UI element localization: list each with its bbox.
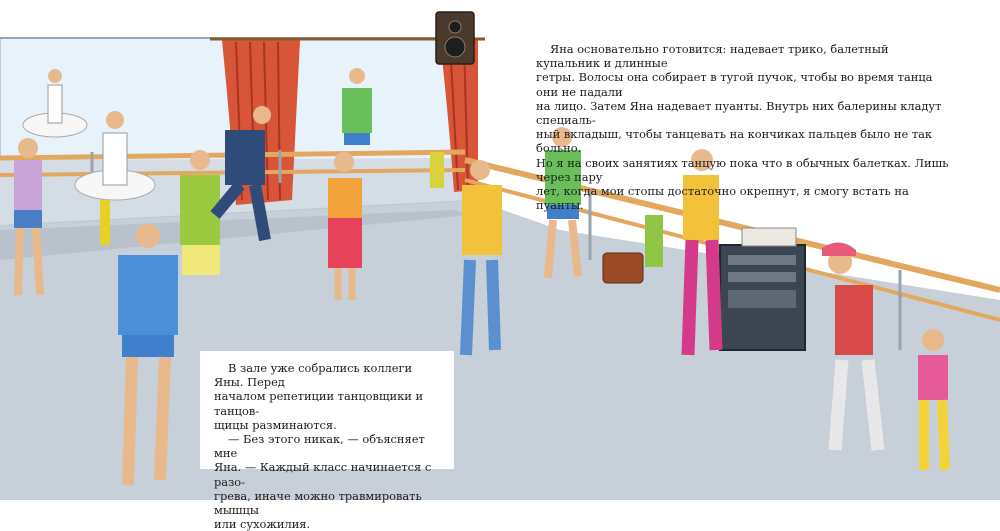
bag-icon	[603, 253, 643, 283]
narration-line: на лицо. Затем Яна надевает пуанты. Внутрь них балерины кладут специаль-	[536, 98, 942, 128]
narration-line: Яна основательно готовится: надевает трико, балетный купальник и длинные	[536, 42, 889, 71]
narration-line: лет, когда мои стопы достаточно окрепнут, я смогу встать на пуанты.	[536, 184, 909, 213]
narration-top	[536, 42, 956, 212]
narration-line: щицы разминаются.	[214, 417, 337, 432]
narration-line: началом репетиции танцовщики и танцов-	[214, 389, 424, 418]
narration-box	[200, 351, 454, 531]
stereo-icon	[720, 228, 805, 350]
narration-line: гетры. Волосы она собирает в тугой пучок, чтобы во время танца они не падали	[536, 70, 933, 99]
narration-line: ный вкладыш, чтобы танцевать на кончиках пальцев было не так больно.	[536, 127, 933, 156]
narration-line: Но я на своих занятиях танцую пока что в обычных балетках. Лишь через пару	[536, 155, 949, 184]
narration-line: или сухожилия.	[214, 517, 311, 531]
narration-line: — Без этого никак, — объясняет мне	[214, 432, 425, 461]
narration-line: Яна. — Каждый класс начинается с разо-	[214, 460, 432, 489]
speaker-icon	[436, 12, 474, 64]
narration-line: грева, иначе можно травмировать мышцы	[214, 488, 422, 518]
narration-line: В зале уже собрались коллеги Яны. Перед	[214, 361, 413, 390]
